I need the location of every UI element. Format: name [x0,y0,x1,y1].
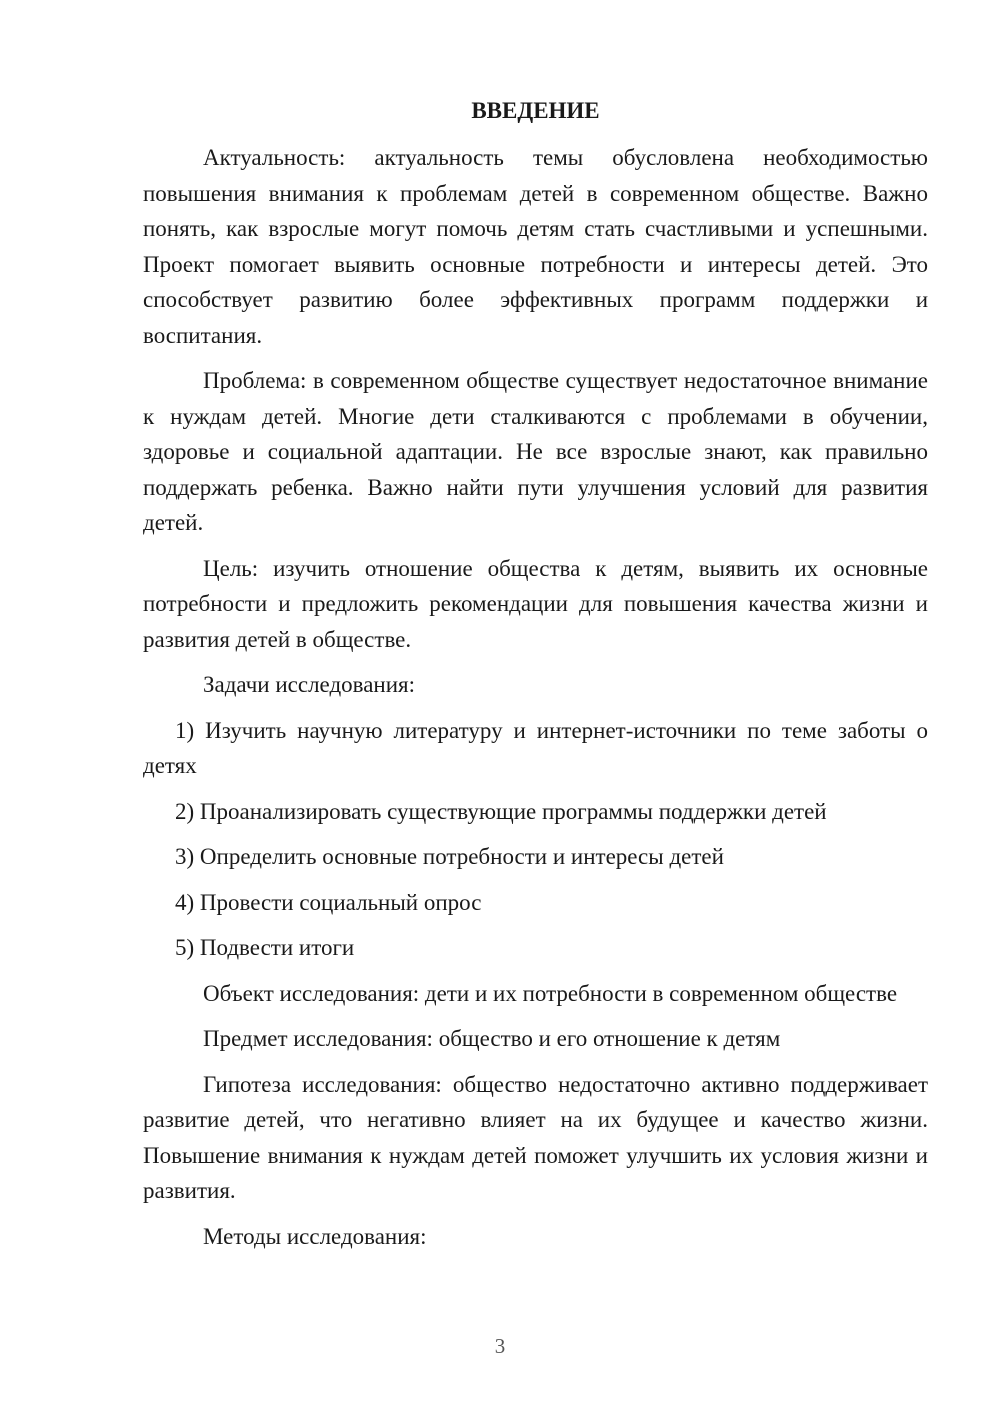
paragraph-relevance: Актуальность: актуальность темы обусловлена необходимостью повышения внимания к проблемам детей в современном обществе. Важно понять, как взрослые могут помочь детям стать счастливыми и успешными. Проект помогает выявить основные потребности и интересы детей. Это способствует развитию более эффективных программ поддержки и воспитания. [143,145,928,348]
page-number: 3 [494,1334,506,1358]
task-item: 5) Подвести итоги [175,935,355,960]
paragraph-object: Объект исследования: дети и их потребности в современном обществе [203,980,898,1006]
tasks-list [143,713,928,966]
paragraph-subject: Предмет исследования: общество и его отношение к детям [203,1026,781,1051]
paragraph-goal: Цель: изучить отношение общества к детям, выявить их основные потребности и предложить рекомендации для повышения качества жизни и развития детей в обществе. [143,555,928,652]
paragraph-methods-title: Методы исследования: [203,1223,427,1249]
page-content [143,96,928,1264]
paragraph-problem: Проблема: в современном обществе существует недостаточное внимание к нуждам детей. Многие дети сталкиваются с проблемами в обучении, здоровье и социальной адаптации. Не все взрослые знают, как правильно поддержать ребенка. Важно найти пути улучшения условий для развития детей. [143,368,928,535]
task-item: 4) Провести социальный опрос [175,889,482,915]
paragraph-hypothesis: Гипотеза исследования: общество недостаточно активно поддерживает развитие детей, что негативно влияет на их будущее и качество жизни. Повышение внимания к нуждам детей поможет улучшить их условия жизни и развития. [143,1071,928,1203]
task-item: 1) Изучить научную литературу и интернет-источники по теме заботы о детях [143,717,928,778]
task-item: 3) Определить основные потребности и интересы детей [175,844,724,869]
page-heading: ВВЕДЕНИЕ [471,98,600,123]
paragraph-tasks-title: Задачи исследования: [203,672,416,697]
task-item: 2) Проанализировать существующие программы поддержки детей [175,798,827,824]
